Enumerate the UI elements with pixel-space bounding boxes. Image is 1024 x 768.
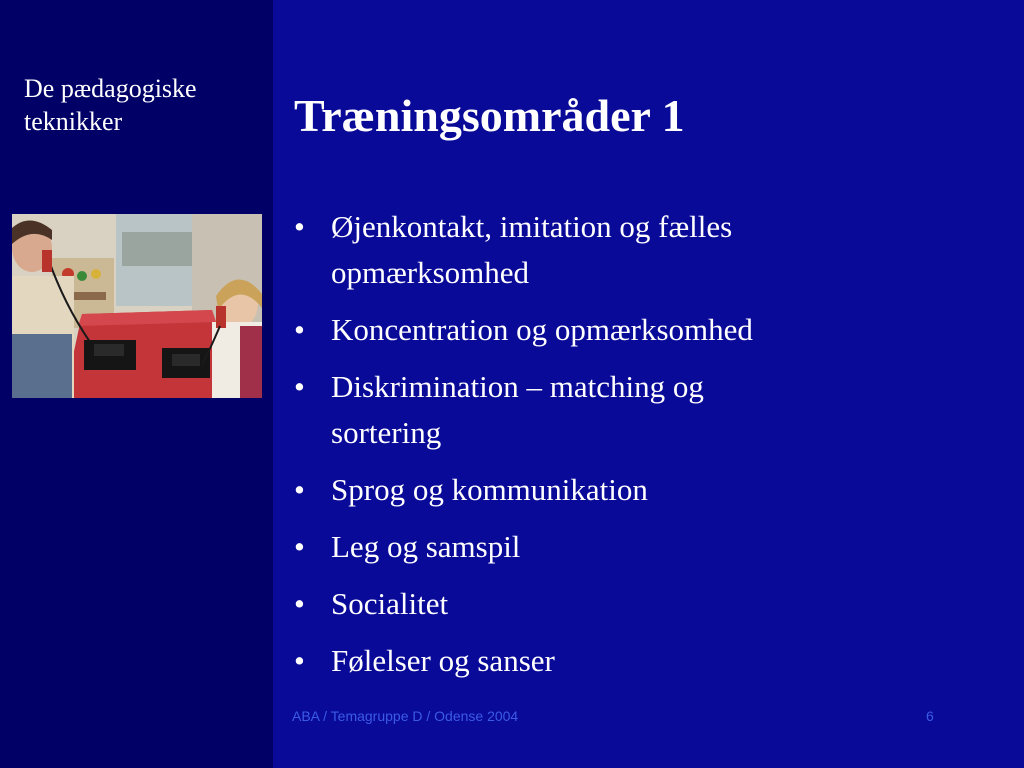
bullet-text: Leg og samspil bbox=[331, 529, 521, 564]
bullet-item bbox=[294, 524, 874, 570]
bullet-text-line2: sortering bbox=[331, 415, 442, 450]
bullet-text: Sprog og kommunikation bbox=[331, 472, 648, 507]
bullet-text: Koncentration og opmærksomhed bbox=[331, 312, 753, 347]
bullet-icon: • bbox=[294, 529, 305, 564]
slide-title: Træningsområder 1 bbox=[294, 90, 685, 141]
bullet-icon: • bbox=[294, 209, 305, 244]
bullet-icon: • bbox=[294, 312, 305, 347]
bullet-text-line1: Øjenkontakt, imitation og fælles bbox=[331, 209, 733, 244]
bullet-icon: • bbox=[294, 586, 305, 621]
classroom-photo bbox=[12, 214, 262, 398]
bullet-icon: • bbox=[294, 369, 305, 404]
sidebar-panel bbox=[0, 0, 273, 768]
section-title-line2: teknikker bbox=[24, 107, 123, 136]
bullet-text-line1: Diskrimination – matching og bbox=[331, 369, 704, 404]
bullet-item bbox=[294, 467, 874, 513]
bullet-item bbox=[294, 204, 874, 296]
bullet-icon: • bbox=[294, 472, 305, 507]
bullet-icon: • bbox=[294, 643, 305, 678]
section-title bbox=[24, 72, 264, 138]
bullet-text-line2: opmærksomhed bbox=[331, 255, 530, 290]
page-number: 6 bbox=[926, 708, 934, 724]
footer-text: ABA / Temagruppe D / Odense 2004 bbox=[292, 708, 519, 724]
bullet-text: Socialitet bbox=[331, 586, 449, 621]
bullet-item bbox=[294, 307, 874, 353]
bullet-item bbox=[294, 581, 874, 627]
bullet-item bbox=[294, 638, 874, 684]
section-title-line1: De pædagogiske bbox=[24, 74, 197, 103]
bullet-list bbox=[294, 204, 874, 695]
bullet-text: Følelser og sanser bbox=[331, 643, 555, 678]
bullet-item bbox=[294, 364, 874, 456]
